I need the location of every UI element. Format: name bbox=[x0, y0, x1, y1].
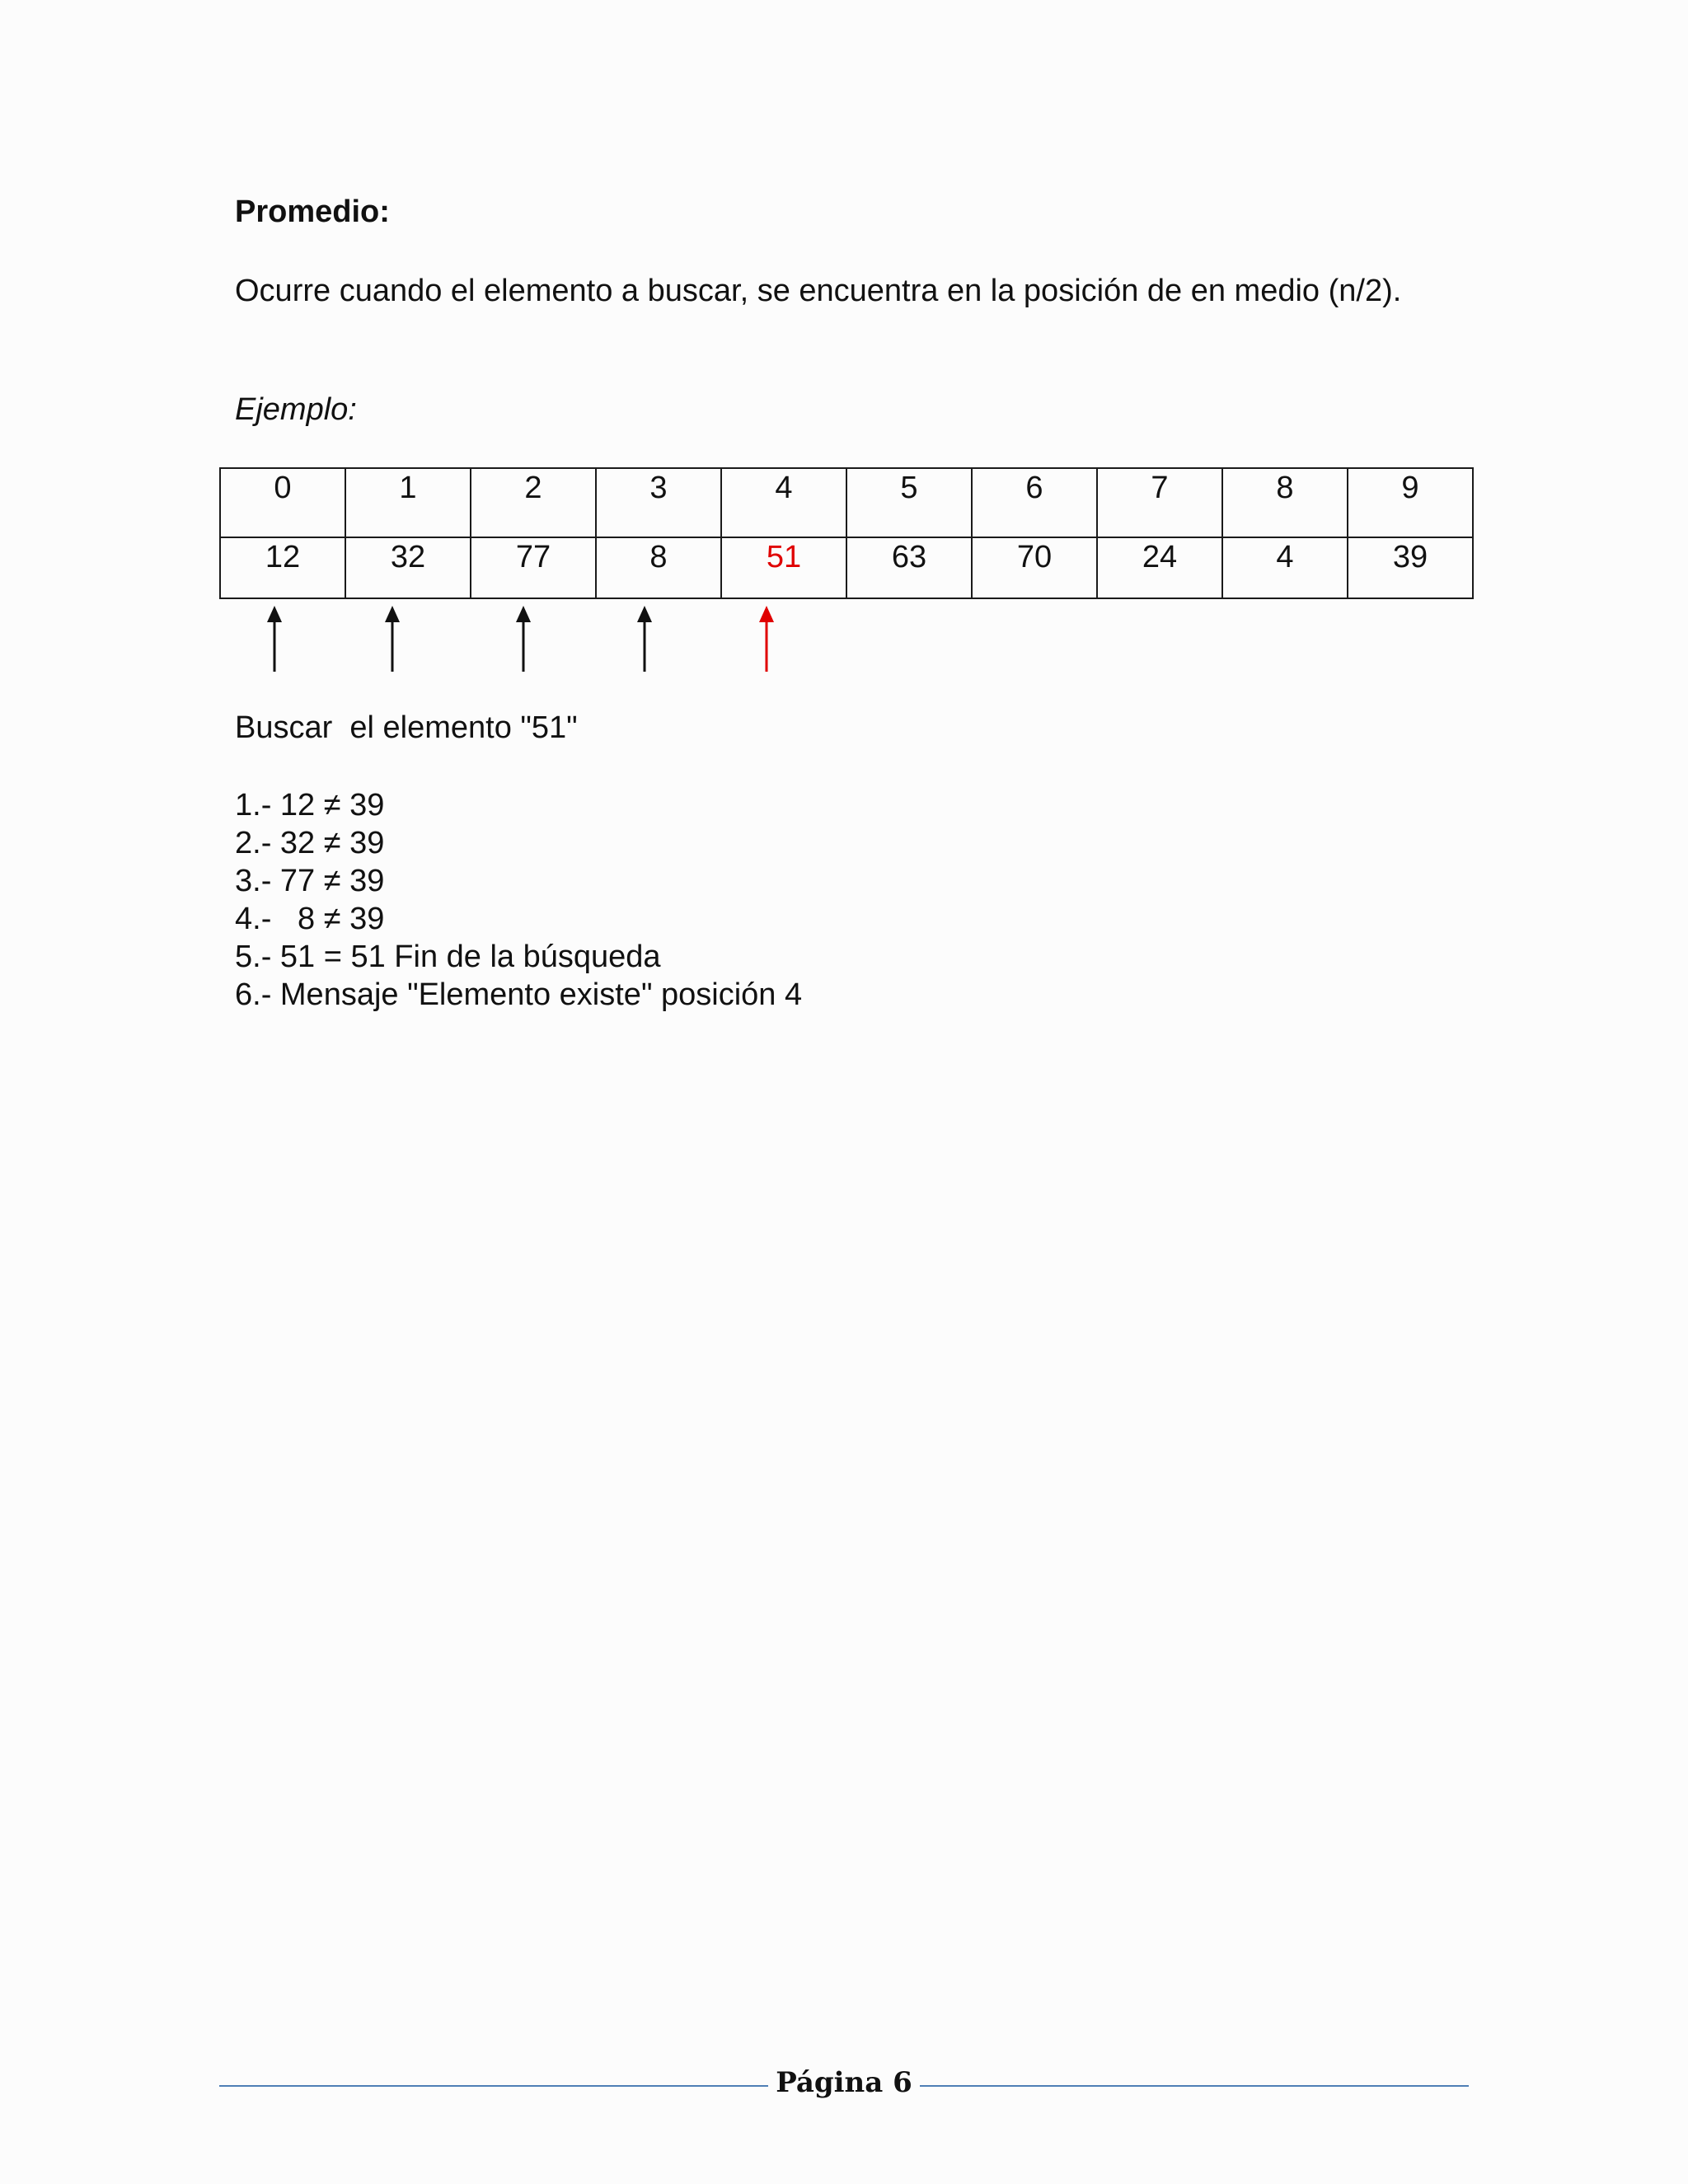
footer-rule-right bbox=[920, 2085, 1469, 2087]
index-cell: 8 bbox=[1222, 468, 1348, 537]
index-cell: 6 bbox=[972, 468, 1097, 537]
index-row bbox=[220, 468, 1473, 537]
description-paragraph: Ocurre cuando el elemento a buscar, se encuentra en la posición de en medio (n/2). bbox=[235, 274, 1402, 308]
example-label: Ejemplo: bbox=[235, 392, 357, 427]
step-item: 2.- 32 ≠ 39 bbox=[235, 826, 385, 860]
pointer-arrow bbox=[267, 606, 282, 672]
index-cell: 2 bbox=[471, 468, 596, 537]
pointer-arrow bbox=[637, 606, 652, 672]
pointer-arrow bbox=[516, 606, 531, 672]
search-label: Buscar el elemento "51" bbox=[235, 710, 578, 745]
value-cell: 39 bbox=[1348, 537, 1473, 598]
footer-rule-left bbox=[219, 2085, 768, 2087]
value-cell: 70 bbox=[972, 537, 1097, 598]
index-cell: 9 bbox=[1348, 468, 1473, 537]
index-cell: 7 bbox=[1097, 468, 1222, 537]
value-cell: 12 bbox=[220, 537, 345, 598]
pointer-arrow-found bbox=[759, 606, 774, 672]
index-cell: 3 bbox=[596, 468, 721, 537]
value-cell: 63 bbox=[846, 537, 972, 598]
step-item: 4.- 8 ≠ 39 bbox=[235, 902, 385, 936]
index-cell: 5 bbox=[846, 468, 972, 537]
value-cell-found: 51 bbox=[721, 537, 846, 598]
section-heading: Promedio: bbox=[235, 194, 390, 229]
step-item: 1.- 12 ≠ 39 bbox=[235, 788, 385, 823]
index-cell: 1 bbox=[345, 468, 471, 537]
value-cell: 4 bbox=[1222, 537, 1348, 598]
index-cell: 4 bbox=[721, 468, 846, 537]
value-cell: 32 bbox=[345, 537, 471, 598]
page-number: Página 6 bbox=[776, 2066, 912, 2099]
steps-list bbox=[235, 786, 802, 1014]
index-cell: 0 bbox=[220, 468, 345, 537]
value-cell: 8 bbox=[596, 537, 721, 598]
step-item: 3.- 77 ≠ 39 bbox=[235, 864, 385, 898]
value-cell: 24 bbox=[1097, 537, 1222, 598]
step-item: 6.- Mensaje "Elemento existe" posición 4 bbox=[235, 977, 803, 1012]
value-cell: 77 bbox=[471, 537, 596, 598]
value-row bbox=[220, 537, 1473, 598]
step-item: 5.- 51 = 51 Fin de la búsqueda bbox=[235, 940, 661, 974]
pointer-arrow bbox=[385, 606, 400, 672]
array-table bbox=[219, 467, 1474, 599]
